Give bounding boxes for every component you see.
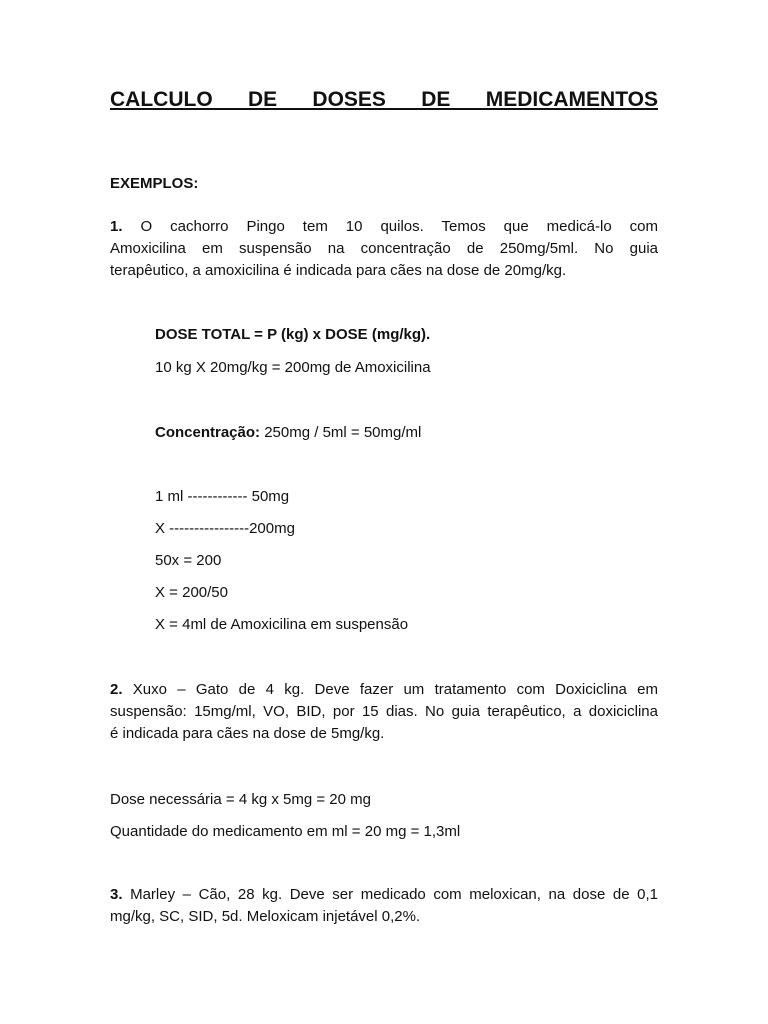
example-2-paragraph (110, 679, 658, 745)
example-2-line-2: suspensão: 15mg/ml, VO, BID, por 15 dias. No guia terapêutico, a doxiciclina (110, 703, 658, 720)
example-3-paragraph (110, 884, 658, 928)
example-1-line-2: Amoxicilina em suspensão na concentração de 250mg/5ml. No guia (110, 240, 658, 257)
document-title: CALCULO DE DOSES DE MEDICAMENTOS (110, 88, 658, 111)
example-2-line-1: 2. Xuxo – Gato de 4 kg. Deve fazer um tratamento com Doxiciclina em (110, 681, 658, 698)
dose-required-line: Dose necessária = 4 kg x 5mg = 20 mg (110, 791, 371, 808)
dose-formula: DOSE TOTAL = P (kg) x DOSE (mg/kg). (155, 326, 431, 343)
example-3-line-1: 3. Marley – Cão, 28 kg. Deve ser medicado com meloxican, na dose de 0,1 (110, 886, 658, 903)
example-2-line-3: é indicada para cães na dose de 5mg/kg. (110, 725, 385, 742)
example-1-number: 1. (110, 218, 123, 235)
rule-of-three-line-1: 1 ml ------------ 50mg (155, 488, 290, 505)
examples-heading: EXEMPLOS: (110, 175, 199, 192)
example-1-line-3: terapêutico, a amoxicilina é indicada para cães na dose de 20mg/kg. (110, 262, 567, 279)
concentration-line (155, 422, 421, 444)
example-3-number: 3. (110, 886, 123, 903)
concentration-value: 250mg / 5ml = 50mg/ml (260, 424, 422, 441)
rule-of-three-line-3: 50x = 200 (155, 552, 222, 569)
example-3-line-2: mg/kg, SC, SID, 5d. Meloxicam injetável 0,2%. (110, 908, 421, 925)
concentration-label: Concentração: (155, 424, 261, 441)
rule-of-three-result: X = 4ml de Amoxicilina em suspensão (155, 616, 409, 633)
example-1-line-1: 1. O cachorro Pingo tem 10 quilos. Temos que medicá-lo com (110, 218, 659, 235)
dose-calculation: 10 kg X 20mg/kg = 200mg de Amoxicilina (155, 359, 431, 376)
quantity-line: Quantidade do medicamento em ml = 20 mg = 1,3ml (110, 823, 461, 840)
rule-of-three-line-4: X = 200/50 (155, 584, 228, 601)
rule-of-three-line-2: X ----------------200mg (155, 520, 295, 537)
example-1-paragraph (110, 216, 658, 282)
example-2-number: 2. (110, 681, 123, 698)
